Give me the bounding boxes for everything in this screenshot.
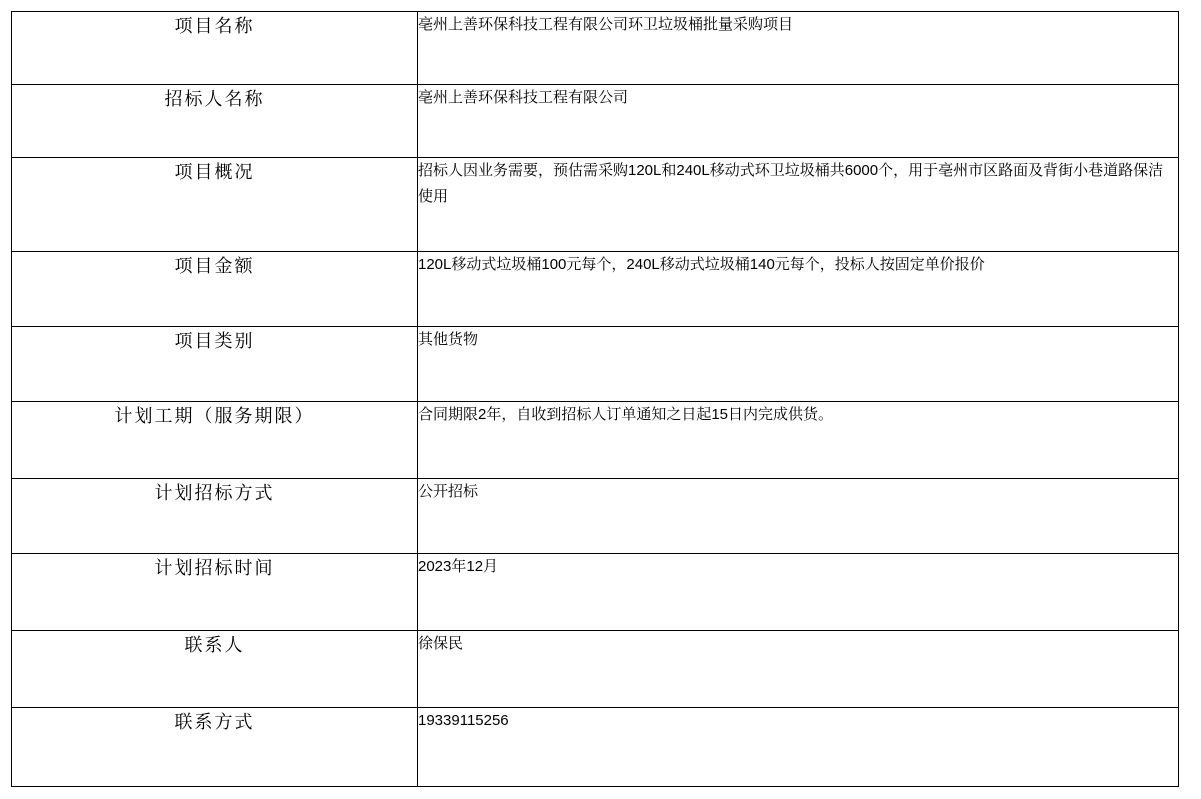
row-value-text: 公开招标 <box>418 483 479 500</box>
project-info-table <box>11 11 1179 787</box>
row-value <box>418 631 1179 708</box>
row-value <box>418 402 1179 479</box>
row-value-text: 2023年12月 <box>418 558 499 575</box>
row-label: 项目名称 <box>12 12 418 85</box>
row-value <box>418 708 1179 787</box>
row-value-text: 亳州上善环保科技工程有限公司环卫垃圾桶批量采购项目 <box>418 16 794 33</box>
row-label: 项目概况 <box>12 158 418 252</box>
row-value <box>418 252 1179 327</box>
row-label: 招标人名称 <box>12 85 418 158</box>
table-row <box>12 402 1179 479</box>
row-value <box>418 158 1179 252</box>
table-row <box>12 631 1179 708</box>
row-label: 计划招标时间 <box>12 554 418 631</box>
row-value-text: 19339115256 <box>418 712 509 729</box>
table-row <box>12 12 1179 85</box>
table-row <box>12 479 1179 554</box>
row-label: 项目类别 <box>12 327 418 402</box>
table-row <box>12 158 1179 252</box>
row-label: 联系方式 <box>12 708 418 787</box>
row-value-text: 120L移动式垃圾桶100元每个，240L移动式垃圾桶140元每个，投标人按固定单价报价 <box>418 256 985 273</box>
row-value <box>418 327 1179 402</box>
row-value-text: 徐保民 <box>418 635 464 652</box>
row-value <box>418 479 1179 554</box>
row-label: 项目金额 <box>12 252 418 327</box>
row-value-text: 亳州上善环保科技工程有限公司 <box>418 89 629 106</box>
row-label: 联系人 <box>12 631 418 708</box>
row-value-text: 招标人因业务需要，预估需采购120L和240L移动式环卫垃圾桶共6000个，用于亳州市区路面及背街小巷道路保洁使用 <box>418 162 1164 206</box>
table-row <box>12 708 1179 787</box>
table-row <box>12 252 1179 327</box>
row-value <box>418 554 1179 631</box>
row-label: 计划工期（服务期限） <box>12 402 418 479</box>
table-body <box>12 12 1179 787</box>
row-value <box>418 85 1179 158</box>
table-row <box>12 327 1179 402</box>
table-row <box>12 554 1179 631</box>
row-value-text: 合同期限2年，自收到招标人订单通知之日起15日内完成供货。 <box>418 406 834 423</box>
row-value-text: 其他货物 <box>418 331 479 348</box>
row-label: 计划招标方式 <box>12 479 418 554</box>
row-value <box>418 12 1179 85</box>
table-row <box>12 85 1179 158</box>
